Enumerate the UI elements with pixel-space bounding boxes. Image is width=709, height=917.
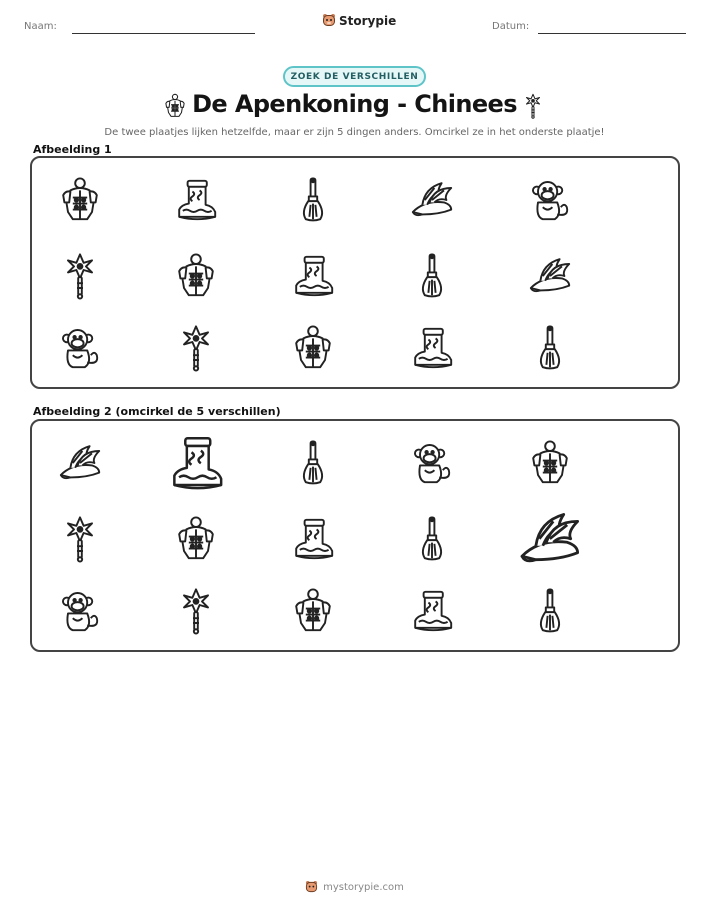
staff-icon [520, 90, 546, 122]
boot-icon[interactable] [289, 252, 337, 300]
picture-1-label: Afbeelding 1 [33, 143, 112, 156]
armor-icon[interactable] [56, 176, 104, 224]
instructions: De twee plaatjes lijken hetzelfde, maar er zijn 5 dingen anders. Omcirkel ze in het onderste plaatje! [104, 127, 605, 138]
page-title: De Apenkoning - Chinees [192, 90, 517, 118]
brush-icon[interactable] [526, 324, 574, 372]
brand-logo [322, 13, 396, 28]
boot-icon[interactable] [165, 432, 227, 494]
staff-icon[interactable] [56, 515, 104, 563]
armor-icon[interactable] [289, 324, 337, 372]
brush-icon[interactable] [408, 252, 456, 300]
picture-1-panel [30, 156, 680, 389]
staff-icon[interactable] [56, 252, 104, 300]
feather-cap-icon[interactable] [56, 439, 104, 487]
brush-icon[interactable] [408, 515, 456, 563]
name-line[interactable] [72, 33, 255, 34]
monkey-icon[interactable] [526, 176, 574, 224]
monkey-icon[interactable] [408, 439, 456, 487]
boot-icon[interactable] [289, 515, 337, 563]
boot-icon[interactable] [408, 324, 456, 372]
name-label: Naam: [24, 21, 57, 32]
armor-icon[interactable] [526, 439, 574, 487]
brush-icon[interactable] [526, 587, 574, 635]
armor-icon[interactable] [172, 515, 220, 563]
storypie-mascot-icon [305, 880, 318, 894]
staff-icon[interactable] [172, 587, 220, 635]
monkey-icon[interactable] [56, 587, 104, 635]
date-line[interactable] [538, 33, 686, 34]
activity-badge: ZOEK DE VERSCHILLEN [283, 66, 426, 87]
armor-icon[interactable] [172, 252, 220, 300]
storypie-mascot-icon [322, 13, 336, 28]
monkey-icon[interactable] [56, 324, 104, 372]
date-label: Datum: [492, 21, 530, 32]
footer-url[interactable]: mystorypie.com [323, 881, 404, 893]
armor-icon[interactable] [289, 587, 337, 635]
picture-2-label: Afbeelding 2 (omcirkel de 5 verschillen) [33, 405, 281, 418]
feather-cap-icon[interactable] [515, 504, 585, 574]
brush-icon[interactable] [289, 439, 337, 487]
picture-2-panel [30, 419, 680, 652]
boot-icon[interactable] [172, 176, 220, 224]
feather-cap-icon[interactable] [408, 176, 456, 224]
feather-cap-icon[interactable] [526, 252, 574, 300]
brush-icon[interactable] [289, 176, 337, 224]
brand-name: Storypie [339, 13, 397, 28]
staff-icon[interactable] [172, 324, 220, 372]
footer [0, 880, 709, 894]
boot-icon[interactable] [408, 587, 456, 635]
